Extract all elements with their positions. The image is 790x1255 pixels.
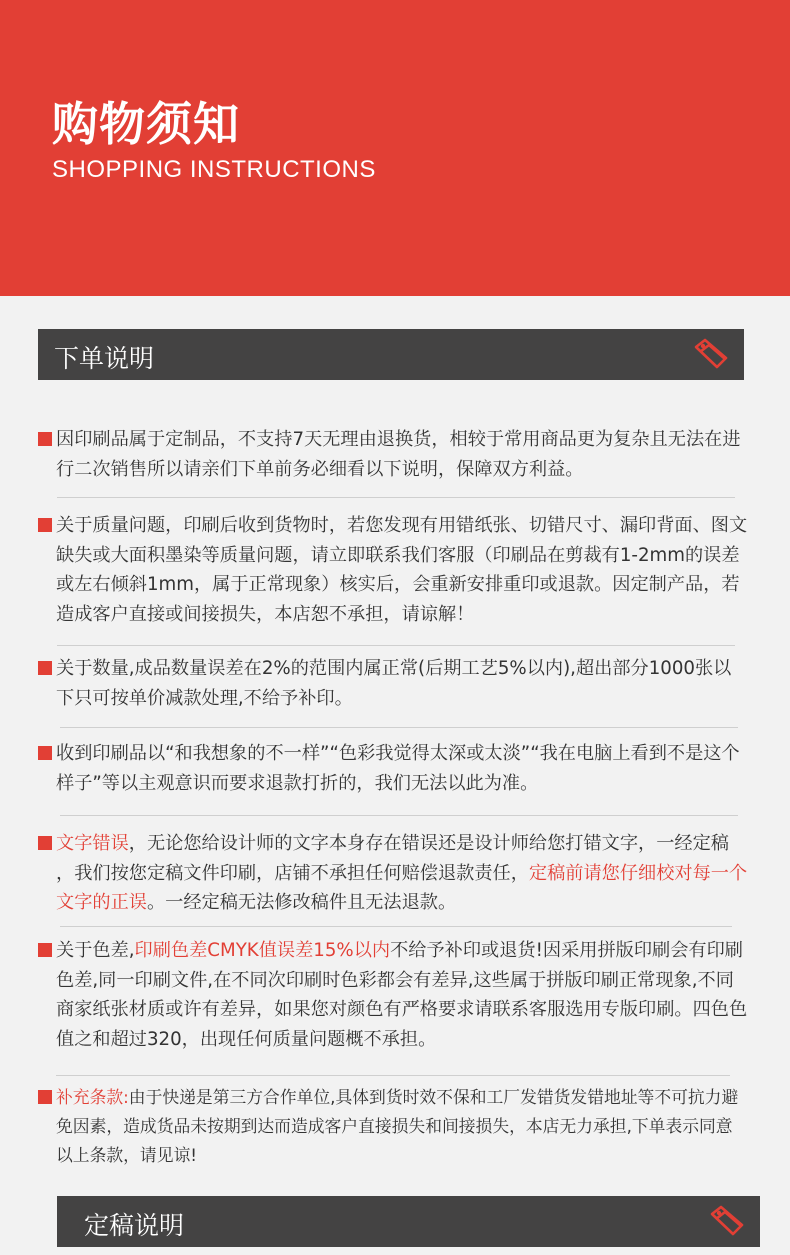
item-text-part: 关于色差, (56, 940, 135, 961)
bullet-square-icon (38, 943, 52, 957)
item-text-part: 由于快递是第三方合作单位,具体到货时效不保和工厂发错货发错地址等不可抗力避免因素，造成货品未按期到达而造成客户直接损失和间接损失，本店无力承担,下单表示同意以上条款，请见谅! (56, 1087, 739, 1165)
header-banner (0, 0, 790, 296)
divider (60, 727, 738, 728)
divider (56, 1075, 730, 1076)
list-item (38, 829, 748, 918)
highlight-text: 定稿前请您仔细校对每一个文字的正误 (56, 862, 748, 913)
highlight-text: 文字错误 (56, 833, 129, 854)
bullet-square-icon (38, 746, 52, 760)
section-header-order (38, 329, 744, 380)
page-subtitle: SHOPPING INSTRUCTIONS (52, 156, 376, 183)
list-item (38, 1083, 748, 1170)
list-item (38, 739, 748, 798)
divider (60, 926, 732, 927)
list-item (38, 511, 748, 629)
bullet-square-icon (38, 432, 52, 446)
tag-icon (708, 1204, 746, 1238)
divider (60, 815, 738, 816)
item-text (56, 829, 748, 918)
item-text (56, 1083, 748, 1170)
item-text-part: ，无论您给设计师的文字本身存在错误还是设计师给您打错文字，一经定稿 ，我们按您定稿文件印刷，店铺不承担任何赔偿退款责任， (56, 833, 729, 884)
section-title: 下单说明 (54, 344, 155, 373)
highlight-text: 补充条款: (56, 1087, 129, 1107)
bullet-square-icon (38, 836, 52, 850)
highlight-text: 印刷色差CMYK值误差15%以内 (134, 940, 391, 961)
bullet-square-icon (38, 1090, 52, 1104)
item-text-part: 不给予补印或退货!因采用拼版印刷会有印刷色差,同一印刷文件,在不同次印刷时色彩都会有差异,这些属于拼版印刷正常现象,不同商家纸张材质或许有差异，如果您对颜色有严格要求请联系客服选用专版印刷。四色色值之和超过320，出现任何质量问题概不承担。 (56, 940, 748, 1050)
list-item (38, 425, 748, 484)
divider (57, 497, 735, 498)
item-text: 关于数量,成品数量误差在2%的范围内属正常(后期工艺5%以内),超出部分1000张以下只可按单价减款处理,不给予补印。 (56, 658, 732, 709)
section-title: 定稿说明 (84, 1211, 185, 1240)
divider (57, 645, 735, 646)
bullet-square-icon (38, 661, 52, 675)
item-text: 关于质量问题，印刷后收到货物时，若您发现有用错纸张、切错尺寸、漏印背面、图文缺失或大面积墨染等质量问题，请立即联系我们客服（印刷品在剪裁有1-2mm的误差或左右倾斜1mm，属于正常现象）核实后，会重新安排重印或退款。因定制产品，若造成客户直接或间接损失，本店恕不承担，请谅解！ (56, 515, 748, 625)
item-text (56, 936, 748, 1054)
tag-icon (692, 337, 730, 371)
item-text-part: 。一经定稿无法修改稿件且无法退款。 (146, 892, 457, 913)
item-text: 收到印刷品以“和我想象的不一样”“色彩我觉得太深或太淡”“我在电脑上看到不是这个样子”等以主观意识而要求退款打折的，我们无法以此为准。 (56, 743, 740, 794)
list-item (38, 654, 748, 713)
page-title: 购物须知 (52, 97, 240, 151)
bullet-square-icon (38, 518, 52, 532)
list-item (38, 936, 748, 1054)
section-header-final (57, 1196, 760, 1247)
item-text: 因印刷品属于定制品，不支持7天无理由退换货，相较于常用商品更为复杂且无法在进行二次销售所以请亲们下单前务必细看以下说明，保障双方利益。 (56, 429, 741, 480)
